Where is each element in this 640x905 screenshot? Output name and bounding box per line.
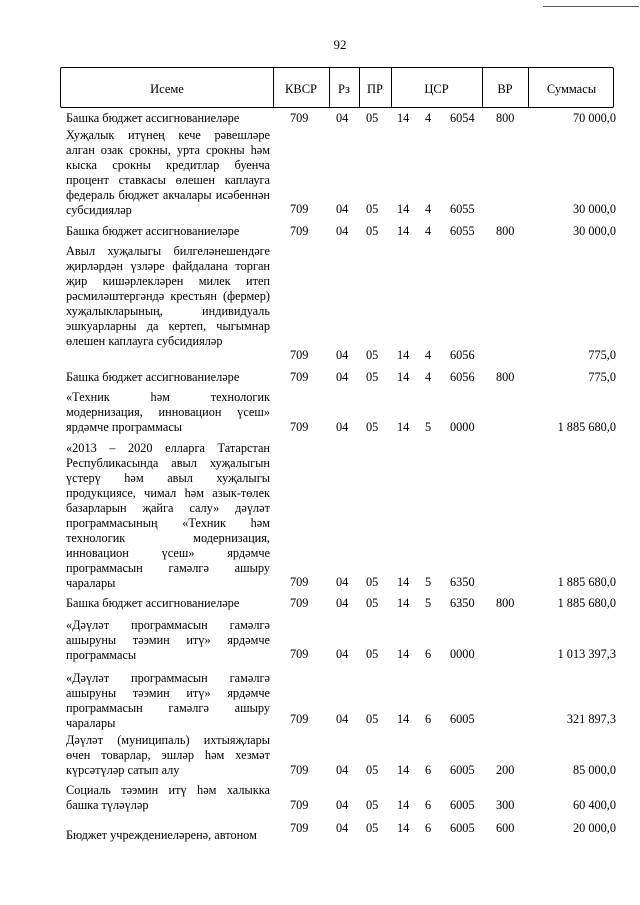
row-kvsr: 709 [290, 647, 309, 661]
row-rz: 04 [336, 111, 349, 125]
row-kvsr: 709 [290, 202, 309, 216]
row-kvsr: 709 [290, 596, 309, 610]
row-c3: 6005 [450, 763, 475, 777]
row-sum: 1 013 397,3 [557, 647, 616, 661]
row-c3: 6056 [450, 370, 475, 384]
row-c1: 14 [397, 224, 410, 238]
row-name: Дәүләт (муниципаль) ихтыяҗлары өчен товарлар, эшләр һәм хезмәт күрсәтүләр сатып алу [66, 733, 270, 777]
header-sum: Суммасы [546, 82, 597, 96]
row-c1: 14 [397, 575, 410, 589]
row-name: Башка бюджет ассигнованиеләре [66, 224, 240, 238]
row-name: Авыл хуҗалыгы билгеләнешендәге җирләрдән үзләре файдалана торган җир кишәрлекләрен милек итеп рәсмиләштергәндә крестьян (фермер) хуҗалыкларының, индивидуаль эшкуарларны да кертеп, чыгымнар өлешен каплауга субсидияләр [66, 244, 270, 348]
row-name: Бюджет учреждениеләренә, автоном [66, 828, 257, 842]
row-pr: 05 [366, 798, 379, 812]
row-c3: 6056 [450, 348, 475, 362]
row-c3: 6350 [450, 596, 475, 610]
row-pr: 05 [366, 575, 379, 589]
row-kvsr: 709 [290, 224, 309, 238]
row-c1: 14 [397, 647, 410, 661]
row-sum: 30 000,0 [572, 202, 616, 216]
row-c2: 4 [425, 224, 432, 238]
row-name: Башка бюджет ассигнованиеләре [66, 596, 240, 610]
top-rule [543, 6, 639, 7]
header-pr: ПР [367, 82, 383, 96]
row-pr: 05 [366, 348, 379, 362]
row-pr: 05 [366, 763, 379, 777]
row-pr: 05 [366, 420, 379, 434]
row-kvsr: 709 [290, 420, 309, 434]
row-c2: 5 [425, 596, 432, 610]
row-c2: 5 [425, 420, 432, 434]
row-vr: 800 [496, 596, 515, 610]
row-kvsr: 709 [290, 575, 309, 589]
row-c1: 14 [397, 370, 410, 384]
row-pr: 05 [366, 202, 379, 216]
row-c2: 4 [425, 348, 432, 362]
row-c1: 14 [397, 596, 410, 610]
row-rz: 04 [336, 420, 349, 434]
row-pr: 05 [366, 370, 379, 384]
row-rz: 04 [336, 575, 349, 589]
row-c1: 14 [397, 712, 410, 726]
row-name: Башка бюджет ассигнованиеләре [66, 111, 240, 125]
row-sum: 20 000,0 [572, 821, 616, 835]
row-rz: 04 [336, 647, 349, 661]
row-kvsr: 709 [290, 370, 309, 384]
row-kvsr: 709 [290, 712, 309, 726]
row-name: Башка бюджет ассигнованиеләре [66, 370, 240, 384]
row-rz: 04 [336, 798, 349, 812]
row-c1: 14 [397, 348, 410, 362]
row-pr: 05 [366, 224, 379, 238]
row-rz: 04 [336, 596, 349, 610]
row-sum: 1 885 680,0 [557, 596, 616, 610]
row-c3: 6054 [450, 111, 475, 125]
row-c1: 14 [397, 111, 410, 125]
row-c1: 14 [397, 821, 410, 835]
row-c2: 4 [425, 202, 432, 216]
row-pr: 05 [366, 712, 379, 726]
row-rz: 04 [336, 370, 349, 384]
row-sum: 775,0 [588, 370, 616, 384]
row-vr: 200 [496, 763, 515, 777]
row-c1: 14 [397, 763, 410, 777]
row-name: «2013 – 2020 елларга Татарстан Республикасында авыл хуҗалыгын үстерү һәм авыл хуҗалыгы продукциясе, чимал һәм азык-төлек базарларын җайга салу» дәүләт программасының «Техник һәм технологик модернизация, инновацион үсеш» ярдәмче программасын гамәлгә ашыру чаралары [66, 441, 270, 590]
page-number: 92 [333, 37, 347, 52]
row-c3: 6005 [450, 821, 475, 835]
row-c3: 6350 [450, 575, 475, 589]
row-kvsr: 709 [290, 821, 309, 835]
row-c2: 4 [425, 111, 432, 125]
row-sum: 85 000,0 [572, 763, 616, 777]
row-sum: 30 000,0 [572, 224, 616, 238]
row-pr: 05 [366, 596, 379, 610]
row-name: «Дәүләт программасын гамәлгә ашыруны тәэмин итү» ярдәмче программасын гамәлгә ашыру чаралары [66, 671, 270, 730]
row-c1: 14 [397, 420, 410, 434]
row-c3: 6005 [450, 798, 475, 812]
header-vr: ВР [497, 82, 513, 96]
row-c2: 6 [425, 712, 432, 726]
row-sum: 321 897,3 [566, 712, 616, 726]
row-sum: 60 400,0 [572, 798, 616, 812]
row-c3: 6005 [450, 712, 475, 726]
row-sum: 1 885 680,0 [557, 420, 616, 434]
header-rz: Рз [338, 82, 350, 96]
row-name: Хуҗалык итүнең кече рәвешләре алган озак срокны, урта срокны һәм кыска срокны кредитлар буенча процент ставкасы өлешен каплауга федераль бюджет акчалары исәбеннән субсидияләр [66, 128, 270, 217]
row-kvsr: 709 [290, 798, 309, 812]
header-name: Исеме [150, 82, 184, 96]
row-c2: 6 [425, 647, 432, 661]
row-kvsr: 709 [290, 348, 309, 362]
row-vr: 800 [496, 111, 515, 125]
row-rz: 04 [336, 712, 349, 726]
row-vr: 300 [496, 798, 515, 812]
row-pr: 05 [366, 111, 379, 125]
row-rz: 04 [336, 348, 349, 362]
row-pr: 05 [366, 647, 379, 661]
row-rz: 04 [336, 763, 349, 777]
row-name: Социаль тәэмин итү һәм халыкка башка түләүләр [66, 783, 270, 812]
row-sum: 70 000,0 [572, 111, 616, 125]
row-name: «Техник һәм технологик модернизация, инновацион үсеш» ярдәмче программасы [66, 390, 270, 434]
header-kvsr: КВСР [285, 82, 317, 96]
table-header [60, 67, 614, 108]
row-vr: 600 [496, 821, 515, 835]
row-vr: 800 [496, 224, 515, 238]
row-c3: 6055 [450, 224, 475, 238]
row-rz: 04 [336, 821, 349, 835]
row-c2: 6 [425, 798, 432, 812]
row-c1: 14 [397, 798, 410, 812]
row-c2: 6 [425, 763, 432, 777]
row-c2: 5 [425, 575, 432, 589]
row-sum: 775,0 [588, 348, 616, 362]
row-rz: 04 [336, 224, 349, 238]
row-c3: 6055 [450, 202, 475, 216]
header-csr: ЦСР [424, 82, 449, 96]
row-c1: 14 [397, 202, 410, 216]
row-c3: 0000 [450, 647, 475, 661]
row-kvsr: 709 [290, 763, 309, 777]
row-rz: 04 [336, 202, 349, 216]
row-kvsr: 709 [290, 111, 309, 125]
row-c3: 0000 [450, 420, 475, 434]
row-sum: 1 885 680,0 [557, 575, 616, 589]
row-name: «Дәүләт программасын гамәлгә ашыруны тәэмин итү» ярдәмче программасы [66, 618, 270, 662]
row-vr: 800 [496, 370, 515, 384]
row-pr: 05 [366, 821, 379, 835]
row-c2: 6 [425, 821, 432, 835]
row-c2: 4 [425, 370, 432, 384]
